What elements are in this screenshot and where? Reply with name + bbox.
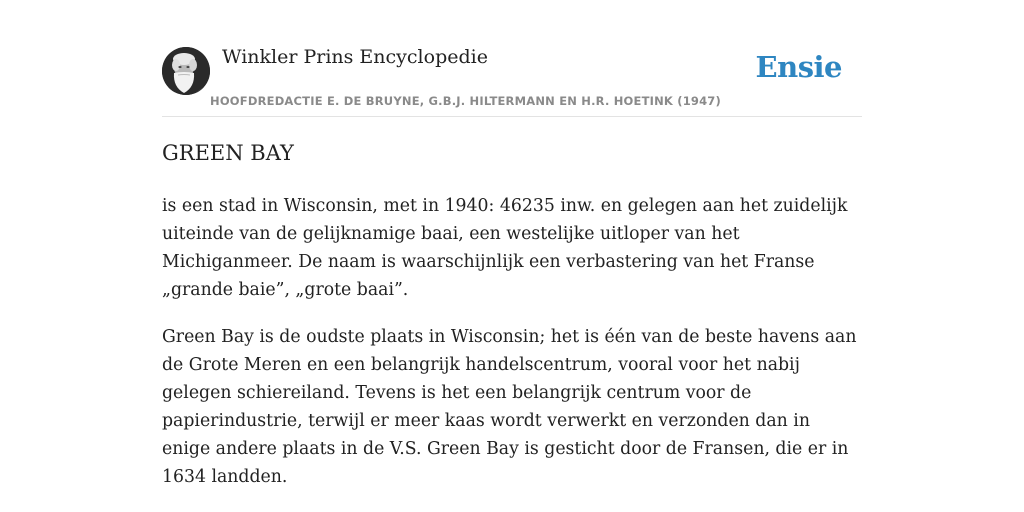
article-title: GREEN BAY xyxy=(162,141,294,165)
avatar[interactable] xyxy=(162,47,210,95)
site-title[interactable]: Winkler Prins Encyclopedie xyxy=(222,46,488,68)
ensie-logo[interactable]: Ensie xyxy=(755,50,842,84)
bearded-man-portrait-icon xyxy=(162,47,210,95)
article-paragraph: Green Bay is de oudste plaats in Wisconsin; het is één van de beste havens aan de Grote Meren en een belangrijk handelscentrum, vooral voor het nabij gelegen schiereiland. Tevens is het een belangrijk centrum voor de papierindustrie, terwijl er meer kaas wordt verwerkt en verzonden dan in enige andere plaats in de V.S. Green Bay is gesticht door de Fransen, die er in 1634 landden. xyxy=(162,327,857,487)
site-header xyxy=(162,44,862,117)
article-body xyxy=(162,192,862,510)
article-paragraph: is een stad in Wisconsin, met in 1940: 46235 inw. en gelegen aan het zuidelijk uiteinde van de gelijknamige baai, een westelijke uitloper van het Michiganmeer. De naam is waarschijnlijk een verbastering van het Franse „grande baie”, „grote baai”. xyxy=(162,196,848,300)
editors-line: HOOFDREDACTIE E. DE BRUYNE, G.B.J. HILTERMANN EN H.R. HOETINK (1947) xyxy=(210,94,721,108)
